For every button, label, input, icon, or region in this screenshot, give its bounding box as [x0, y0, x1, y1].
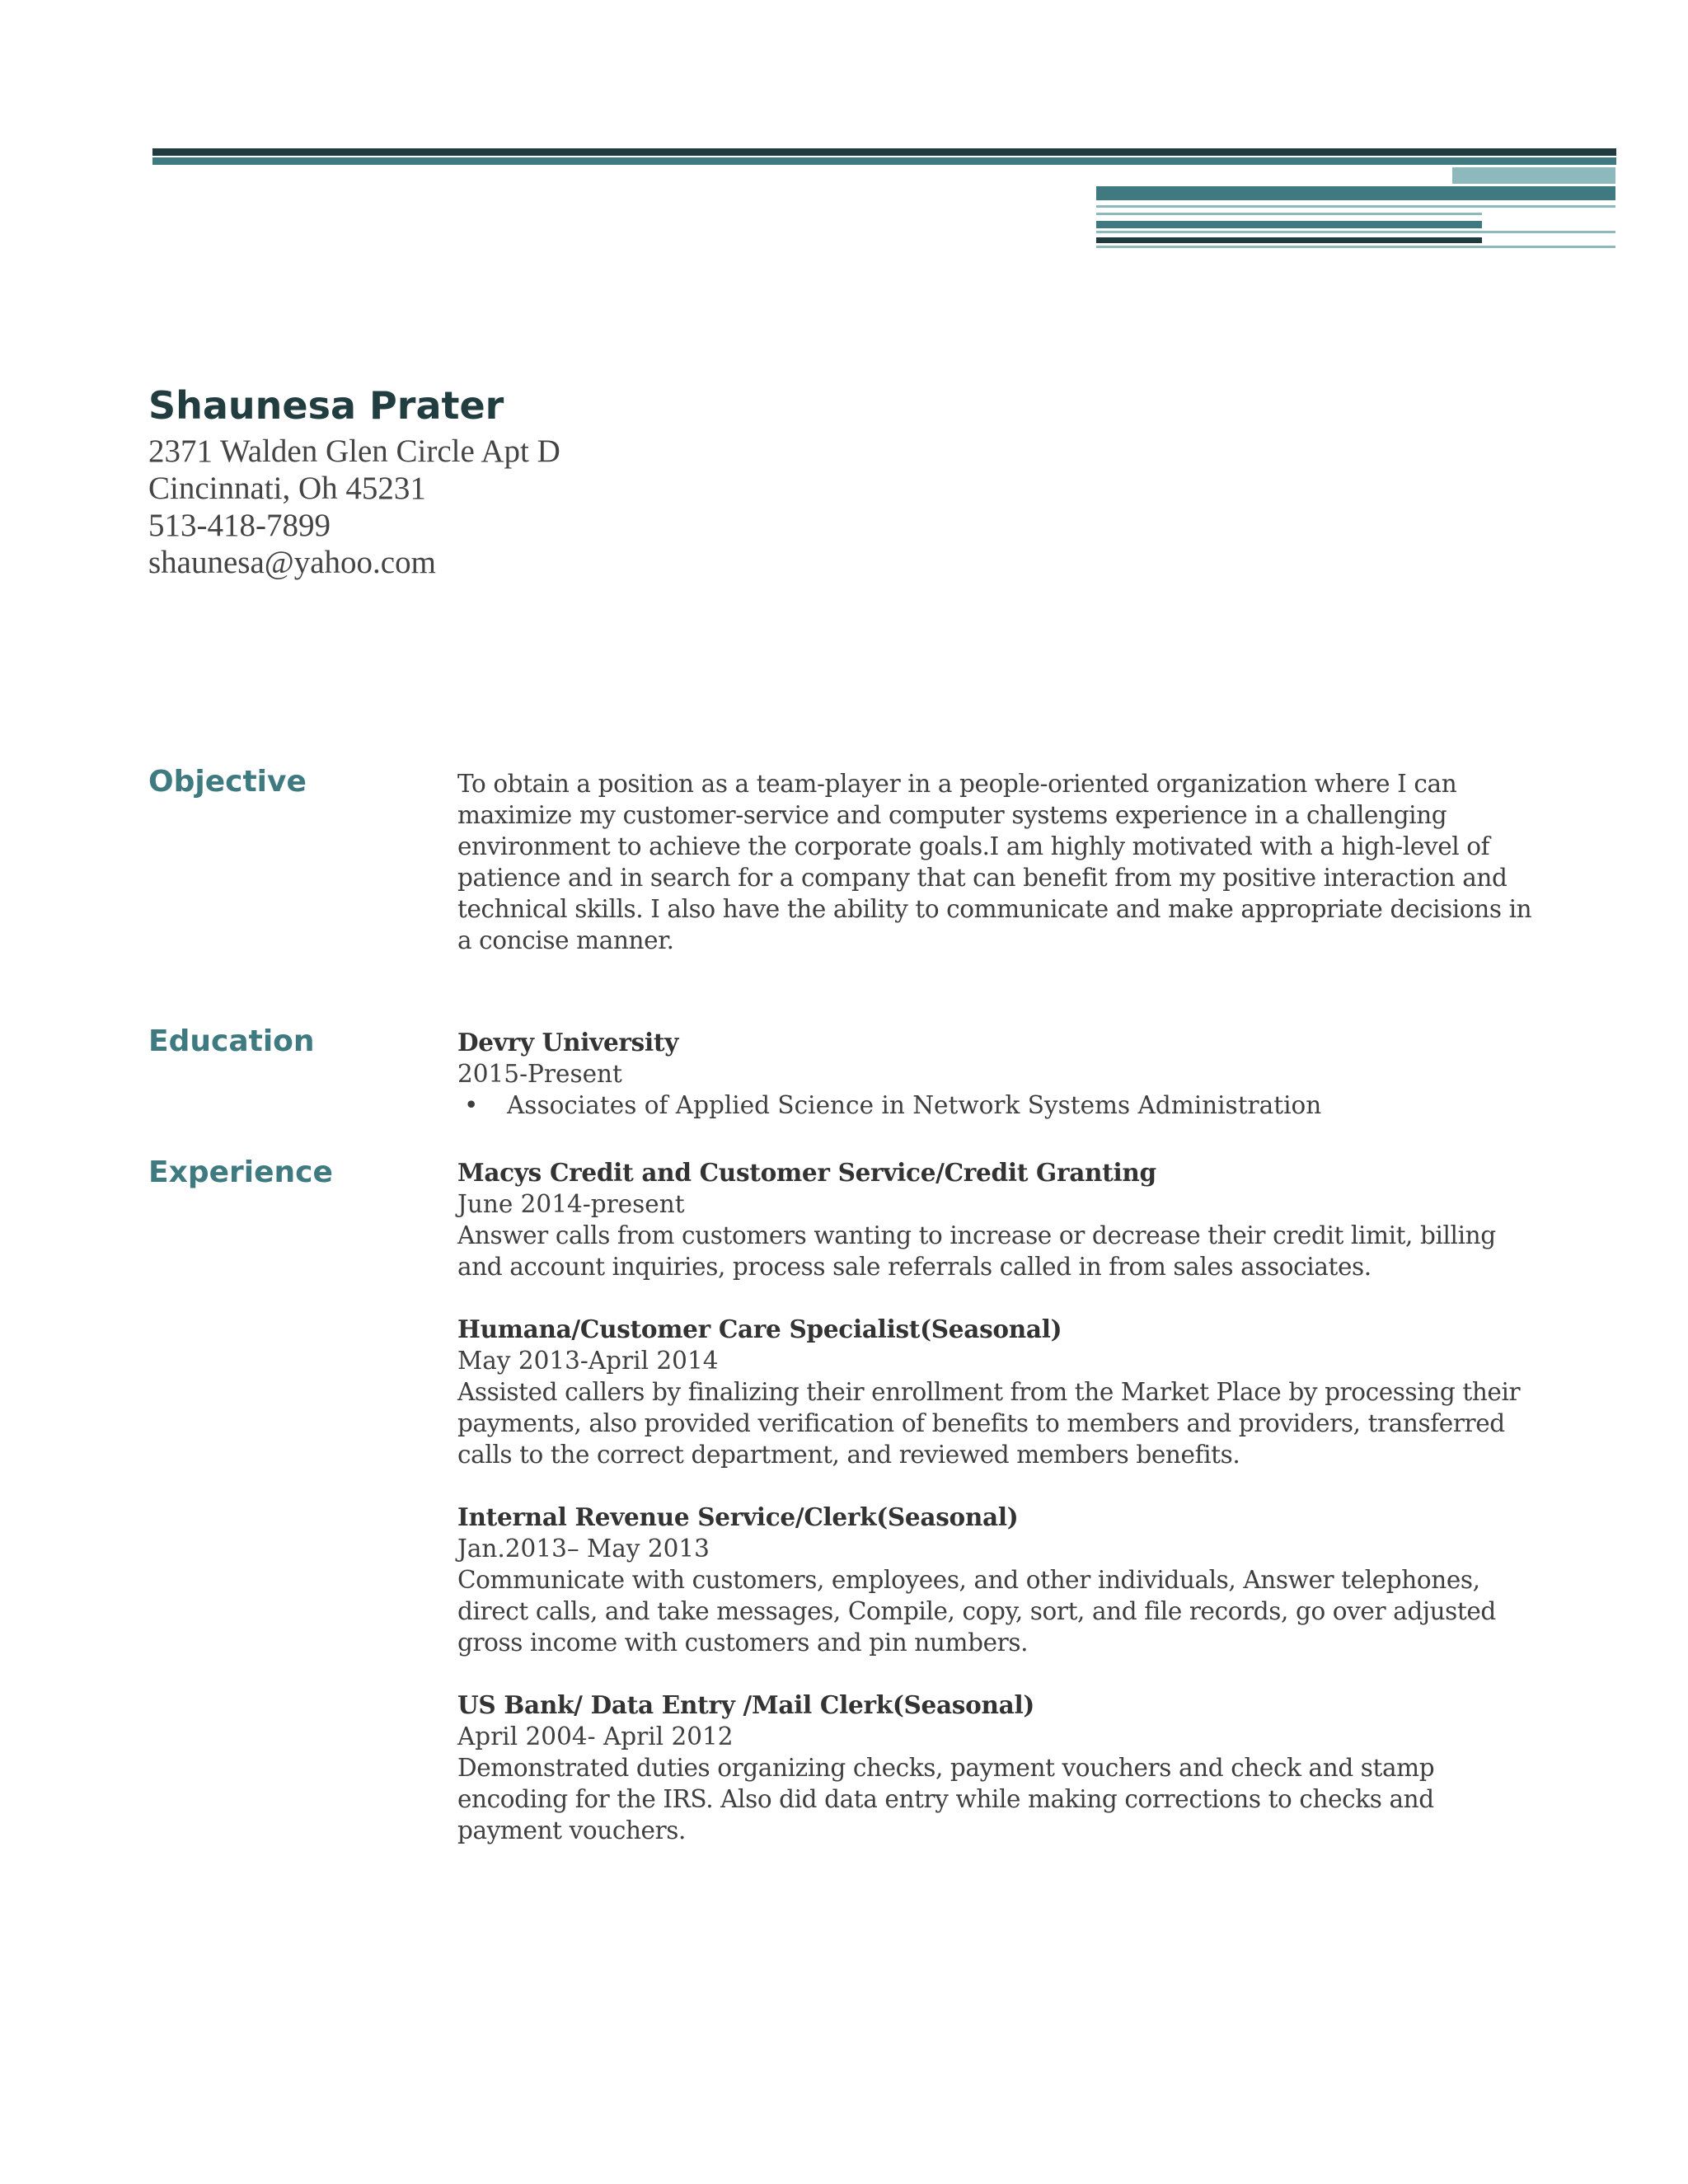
accent-bar-light: [1452, 167, 1615, 184]
job-description-line: gross income with customers and pin numbers.: [457, 1629, 1029, 1657]
objective-line: patience and in search for a company that can benefit from my positive interaction and: [457, 864, 1507, 892]
objective-line: a concise manner.: [457, 926, 674, 954]
job-title: Humana/Customer Care Specialist(Seasonal): [457, 1315, 1062, 1343]
top-rule-teal: [152, 157, 1616, 165]
job-description-line: Answer calls from customers wanting to increase or decrease their credit limit, billing: [457, 1221, 1496, 1249]
email-address: shaunesa@yahoo.com: [148, 545, 436, 580]
experience-entry: [457, 1157, 1554, 1282]
job-description-line: payment vouchers.: [457, 1816, 687, 1844]
experience-entry: [457, 1314, 1554, 1470]
job-description-line: calls to the correct department, and reviewed members benefits.: [457, 1441, 1240, 1469]
top-rule-dark: [152, 148, 1616, 156]
bullet-icon: •: [464, 1091, 479, 1119]
job-description-line: Assisted callers by finalizing their enrollment from the Market Place by processing their: [457, 1378, 1521, 1406]
job-dates: May 2013-April 2014: [457, 1347, 719, 1375]
objective-line: technical skills. I also have the ability to communicate and make appropriate decisions in: [457, 895, 1532, 923]
accent-line-thin-3: [1096, 231, 1615, 233]
job-description-line: Communicate with customers, employees, and other individuals, Answer telephones,: [457, 1566, 1480, 1594]
experience-section: [457, 1157, 1554, 1877]
job-description-line: Demonstrated duties organizing checks, payment vouchers and check and stamp: [457, 1754, 1435, 1782]
job-description-line: direct calls, and take messages, Compile, copy, sort, and file records, go over adjusted: [457, 1597, 1496, 1625]
job-title: Macys Credit and Customer Service/Credit Granting: [457, 1158, 1156, 1187]
accent-line-thin-1: [1096, 205, 1615, 208]
phone-number: 513-418-7899: [148, 508, 331, 543]
accent-line-thin-2: [1096, 213, 1482, 215]
objective-section: [457, 768, 1554, 956]
experience-entry: [457, 1502, 1554, 1658]
experience-heading: Experience: [148, 1155, 333, 1189]
degree-list-item: [457, 1090, 1554, 1121]
job-description-line: encoding for the IRS. Also did data entry while making corrections to checks and: [457, 1785, 1434, 1813]
education-heading: Education: [148, 1024, 315, 1058]
objective-line: maximize my customer-service and computer systems experience in a challenging: [457, 801, 1447, 829]
degree-name: Associates of Applied Science in Network Systems Administration: [507, 1091, 1322, 1119]
job-description-line: payments, also provided verification of benefits to members and providers, transferred: [457, 1409, 1505, 1437]
job-title: US Bank/ Data Entry /Mail Clerk(Seasonal): [457, 1690, 1035, 1719]
objective-line: To obtain a position as a team-player in a people-oriented organization where I can: [457, 770, 1457, 798]
objective-heading: Objective: [148, 765, 307, 799]
job-dates: April 2004- April 2012: [457, 1722, 734, 1750]
job-description-line: and account inquiries, process sale referrals called in from sales associates.: [457, 1253, 1372, 1281]
education-dates: 2015-Present: [457, 1060, 622, 1088]
job-title: Internal Revenue Service/Clerk(Seasonal): [457, 1502, 1019, 1531]
objective-line: environment to achieve the corporate goals.I am highly motivated with a high-level of: [457, 832, 1490, 860]
accent-bar-dark: [1096, 237, 1482, 243]
accent-line-thin-4: [1096, 246, 1615, 248]
accent-bar-teal-mid: [1096, 221, 1482, 228]
job-dates: June 2014-present: [457, 1190, 685, 1218]
resume-name: Shaunesa Prater: [148, 383, 504, 428]
address-line-2: Cincinnati, Oh 45231: [148, 471, 426, 506]
school-name: Devry University: [457, 1028, 679, 1057]
contact-block: [148, 433, 560, 581]
experience-entry: [457, 1690, 1554, 1846]
address-line-1: 2371 Walden Glen Circle Apt D: [148, 434, 560, 469]
education-section: [457, 1027, 1554, 1121]
accent-bar-teal-thick: [1096, 186, 1615, 200]
job-dates: Jan.2013– May 2013: [457, 1535, 710, 1563]
